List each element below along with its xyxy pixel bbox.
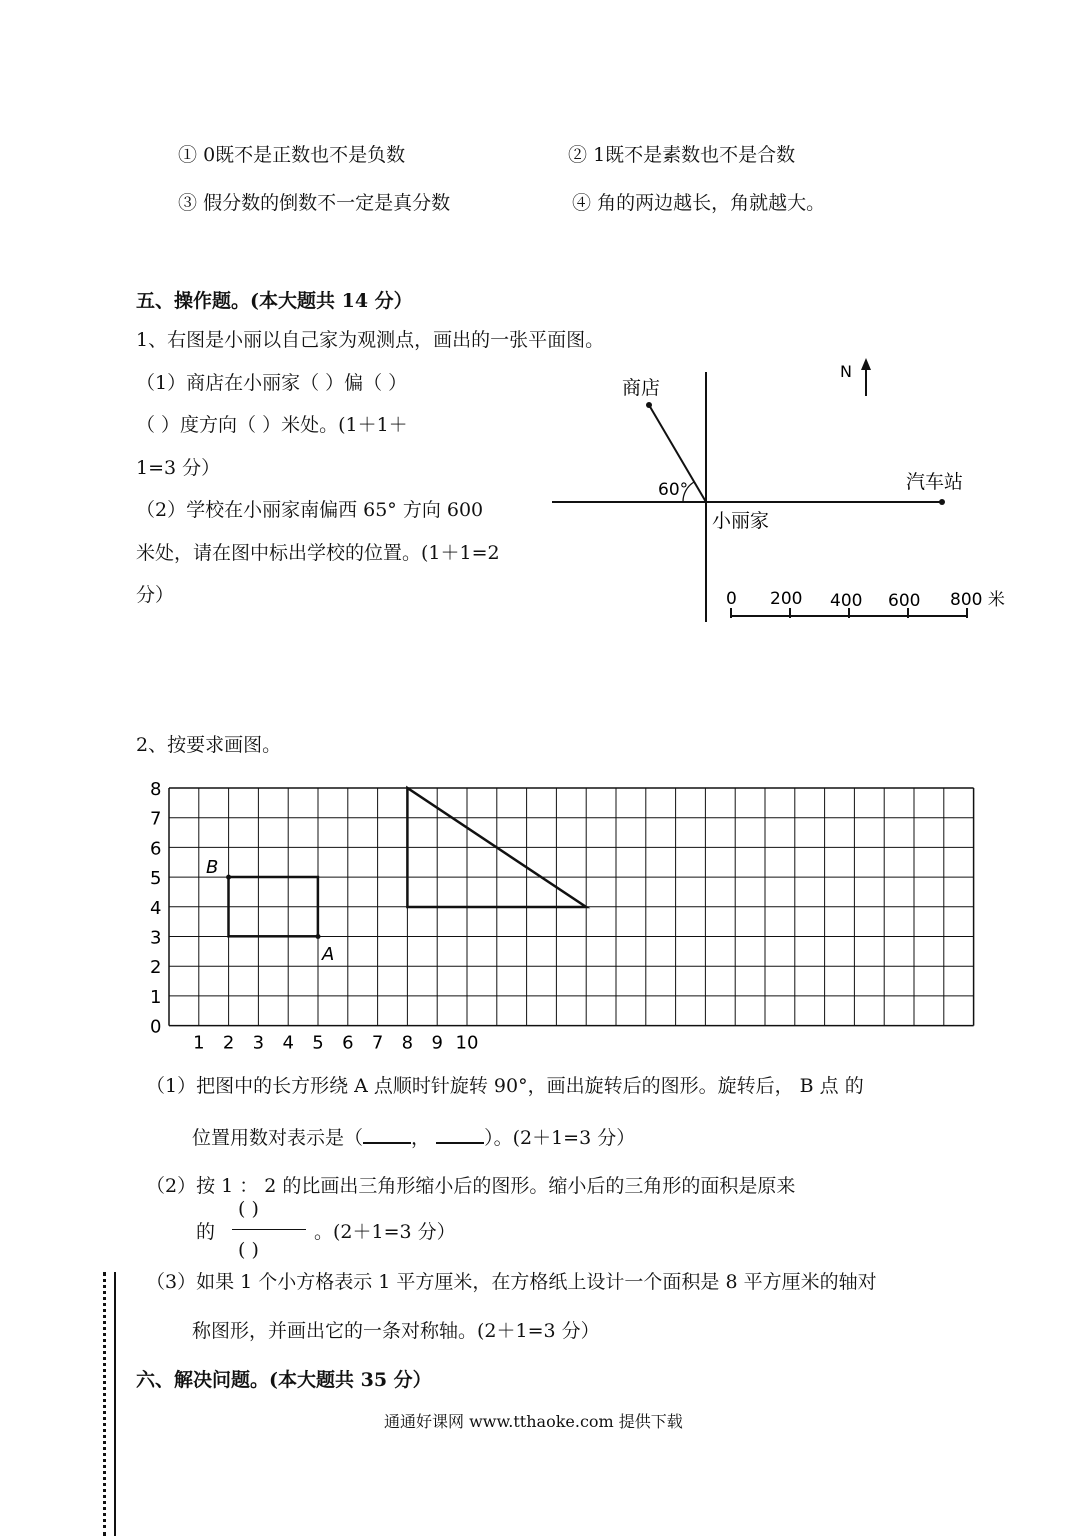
q2-part2-line1: （2）按 1 ： 2 的比画出三角形缩小后的图形。缩小后的三角形的面积是原来 [146, 1175, 796, 1197]
q2-part1-line2: 位置用数对表示是（ ， ）。(2＋1=3 分） [192, 1124, 635, 1150]
x-tick-label: 4 [282, 1032, 294, 1054]
q1-part1-line2: （ ）度方向（ ）米处。(1＋1＋ [136, 414, 408, 436]
y-tick-label: 4 [150, 897, 162, 919]
y-tick-label: 3 [150, 927, 162, 949]
x-tick-label: 2 [222, 1032, 235, 1054]
point-b-label: B [206, 857, 219, 878]
statement-1: ① 0既不是正数也不是负数 [178, 144, 406, 166]
fraction-bar [232, 1229, 306, 1230]
bus-station-point [939, 499, 945, 505]
scale-label-0: 0 [726, 589, 737, 609]
q2-part3-line1: （3）如果 1 个小方格表示 1 平方厘米，在方格纸上设计一个面积是 8 平方厘米的轴对 [146, 1271, 877, 1293]
q2-intro: 2、按要求画图。 [136, 734, 282, 756]
x-tick-label: 7 [371, 1032, 384, 1054]
scale-label-600: 600 [888, 591, 921, 611]
q2-part3-line2: 称图形，并画出它的一条对称轴。(2＋1=3 分） [192, 1320, 600, 1342]
x-tick-label: 1 [193, 1032, 205, 1054]
q1-part2-line1: （2）学校在小丽家南偏西 65° 方向 600 [136, 499, 484, 521]
q2-part2-points: 。(2＋1=3 分） [314, 1221, 456, 1243]
bus-station-label: 汽车站 [906, 471, 964, 493]
footer-text: 通通好课网 www.tthaoke.com 提供下载 [384, 1412, 683, 1431]
x-tick-label: 9 [431, 1032, 443, 1054]
point-a-label: A [322, 944, 335, 965]
binding-solid-line [114, 1272, 116, 1536]
direction-map [548, 352, 1018, 632]
y-tick-label: 5 [150, 868, 162, 890]
y-tick-label: 2 [150, 957, 162, 979]
statement-3: ③ 假分数的倒数不一定是真分数 [178, 192, 451, 214]
y-tick-label: 6 [150, 838, 162, 860]
statement-2: ② 1既不是素数也不是合数 [568, 144, 796, 166]
q1-part2-line3: 分） [136, 584, 175, 606]
fraction-denominator[interactable]: ( ) [238, 1239, 259, 1261]
x-tick-label: 10 [455, 1032, 479, 1054]
q1-part1-line1: （1）商店在小丽家（ ）偏（ ） [136, 372, 408, 394]
x-tick-label: 5 [312, 1032, 324, 1054]
point-a [316, 934, 321, 939]
answer-blank-x[interactable] [363, 1124, 411, 1144]
y-tick-label: 1 [150, 986, 162, 1008]
shop-point [646, 402, 652, 408]
home-label: 小丽家 [712, 510, 770, 532]
point-b [226, 875, 231, 880]
q2-part2-of: 的 [196, 1221, 216, 1243]
x-tick-label: 6 [342, 1032, 354, 1054]
statement-4: ④ 角的两边越长，角就越大。 [572, 192, 826, 214]
q1-intro: 1、右图是小丽以自己家为观测点，画出的一张平面图。 [136, 329, 605, 351]
x-tick-label: 8 [401, 1032, 414, 1054]
answer-blank-y[interactable] [436, 1124, 484, 1144]
y-tick-label: 7 [150, 808, 162, 830]
scale-label-400: 400 [830, 591, 863, 611]
x-tick-label: 3 [252, 1032, 265, 1054]
y-tick-label: 0 [150, 1016, 162, 1038]
coordinate-grid [140, 780, 980, 1055]
section6-title: 六、解决问题。(本大题共 35 分） [136, 1369, 432, 1391]
scale-label-800: 800 米 [950, 590, 1005, 610]
angle-label: 60° [658, 480, 689, 500]
q2-part1-line1: （1）把图中的长方形绕 A 点顺时针旋转 90°，画出旋转后的图形。旋转后， B 点 的 [146, 1075, 864, 1097]
shop-label: 商店 [622, 377, 661, 399]
y-tick-label: 8 [150, 780, 162, 800]
q1-part2-line2: 米处，请在图中标出学校的位置。(1＋1=2 [136, 542, 500, 564]
q1-part1-line3: 1=3 分） [136, 457, 221, 479]
fraction-numerator[interactable]: ( ) [238, 1198, 259, 1220]
binding-dotted-line [103, 1272, 106, 1536]
north-label: N [840, 362, 852, 381]
scale-label-200: 200 [770, 589, 803, 609]
section5-title: 五、操作题。(本大题共 14 分） [136, 290, 413, 312]
